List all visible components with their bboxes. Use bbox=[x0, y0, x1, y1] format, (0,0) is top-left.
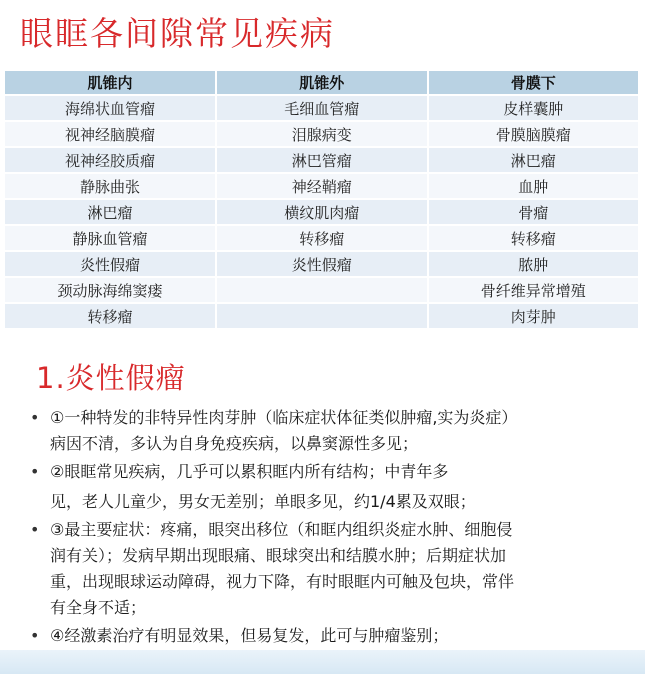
header-intraconal: 肌锥内 bbox=[5, 71, 215, 94]
table-cell: 淋巴瘤 bbox=[5, 200, 215, 224]
table-cell: 转移瘤 bbox=[217, 226, 426, 250]
table-cell: 炎性假瘤 bbox=[217, 252, 426, 276]
table-header-row bbox=[5, 71, 638, 94]
bullet-text-line: ④经激素治疗有明显效果，但易复发，此可与肿瘤鉴别； bbox=[50, 626, 449, 645]
list-item bbox=[28, 517, 633, 621]
bullet-text-line: ①一种特发的非特异性肉芽肿（临床症状体征类似肿瘤,实为炎症） bbox=[50, 408, 518, 427]
table-cell: 转移瘤 bbox=[5, 304, 215, 328]
bullet-text-line: 有全身不适； bbox=[50, 598, 147, 617]
table-cell: 横纹肌肉瘤 bbox=[217, 200, 426, 224]
list-item bbox=[28, 623, 633, 649]
table-cell: 骨膜脑膜瘤 bbox=[429, 122, 638, 146]
table-row bbox=[5, 122, 638, 146]
table-cell: 静脉曲张 bbox=[5, 174, 215, 198]
table-cell: 颈动脉海绵窦瘘 bbox=[5, 278, 215, 302]
table-cell: 转移瘤 bbox=[429, 226, 638, 250]
table-row bbox=[5, 96, 638, 120]
table-row bbox=[5, 278, 638, 302]
bullet-dot: • bbox=[30, 408, 40, 427]
table-row bbox=[5, 252, 638, 276]
table-cell: 淋巴瘤 bbox=[429, 148, 638, 172]
table-cell bbox=[217, 304, 426, 328]
table-row bbox=[5, 200, 638, 224]
bullet-text-line: ③最主要症状：疼痛，眼突出移位（和眶内组织炎症水肿、细胞侵 bbox=[50, 520, 513, 539]
table-row bbox=[5, 304, 638, 328]
table-cell: 肉芽肿 bbox=[429, 304, 638, 328]
table-cell: 骨纤维异常增殖 bbox=[429, 278, 638, 302]
table-body bbox=[5, 96, 638, 328]
bullet-text-line: ②眼眶常见疾病，几乎可以累积眶内所有结构；中青年多 bbox=[50, 462, 449, 481]
table-cell: 骨瘤 bbox=[429, 200, 638, 224]
bullet-text-line: 见，老人儿童少，男女无差别；单眼多见，约1/4累及双眼； bbox=[50, 492, 476, 511]
bullet-text-line: 病因不清，多认为自身免疫疾病，以鼻窦源性多见； bbox=[50, 434, 419, 453]
bullet-dot: • bbox=[30, 626, 40, 645]
header-subperiosteal: 骨膜下 bbox=[429, 71, 638, 94]
bullet-text-line: 重，出现眼球运动障碍，视力下降，有时眼眶内可触及包块，常伴 bbox=[50, 572, 515, 591]
table-cell: 淋巴管瘤 bbox=[217, 148, 426, 172]
table-cell: 毛细血管瘤 bbox=[217, 96, 426, 120]
table-cell: 神经鞘瘤 bbox=[217, 174, 426, 198]
bullet-text-line: 润有关）；发病早期出现眼痛、眼球突出和结膜水肿；后期症状加 bbox=[50, 546, 507, 565]
header-extraconal: 肌锥外 bbox=[217, 71, 426, 94]
table-cell: 静脉血管瘤 bbox=[5, 226, 215, 250]
bottom-band bbox=[0, 650, 645, 674]
page-title: 眼眶各间隙常见疾病 bbox=[20, 14, 335, 53]
table-row bbox=[5, 226, 638, 250]
table-cell: 脓肿 bbox=[429, 252, 638, 276]
table-cell: 海绵状血管瘤 bbox=[5, 96, 215, 120]
bullet-dot: • bbox=[30, 462, 40, 481]
table-cell: 血肿 bbox=[429, 174, 638, 198]
list-item bbox=[28, 405, 633, 457]
table-row bbox=[5, 174, 638, 198]
table-cell: 炎性假瘤 bbox=[5, 252, 215, 276]
bullet-list bbox=[28, 405, 633, 679]
table-cell: 视神经胶质瘤 bbox=[5, 148, 215, 172]
bullet-dot: • bbox=[30, 520, 40, 539]
table-cell: 视神经脑膜瘤 bbox=[5, 122, 215, 146]
orbital-disease-table bbox=[3, 69, 640, 330]
table-row bbox=[5, 148, 638, 172]
list-item bbox=[28, 459, 633, 515]
table-cell: 皮样囊肿 bbox=[429, 96, 638, 120]
table-cell: 泪腺病变 bbox=[217, 122, 426, 146]
table-cell bbox=[217, 278, 426, 302]
section-title: 1.炎性假瘤 bbox=[36, 361, 186, 395]
